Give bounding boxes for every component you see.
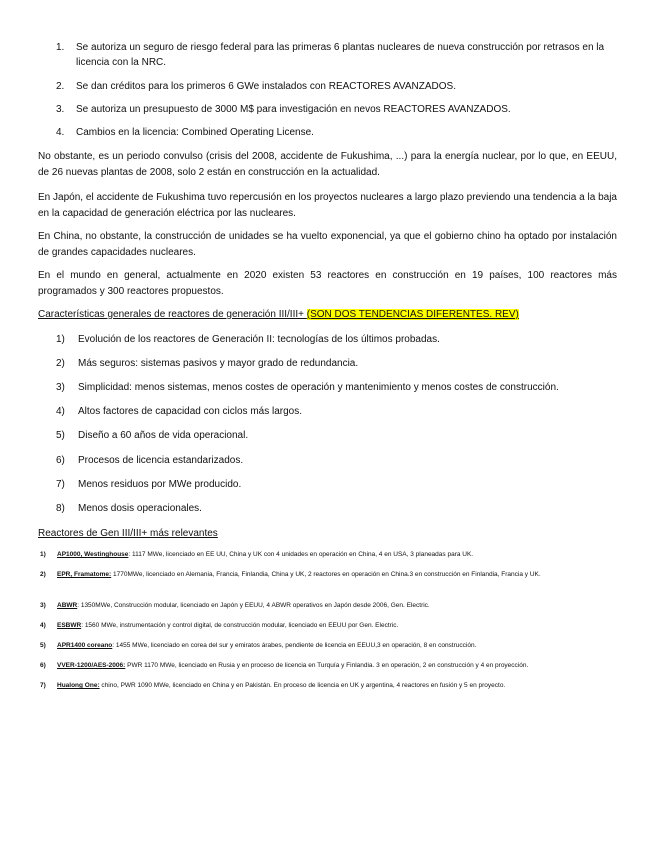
reactor-item-6: 6) VVER-1200/AES-2006: PWR 1170 MWe, licenciado en Rusia y en proceso de licencia en Turquía y Finlandia. 3 en operación, 2 en construcción y 4 en proyección. <box>40 662 529 669</box>
reactor-item-7: 7) Hualong One: chino, PWR 1090 MWe, licenciado en China y en Pakistán. En proceso de licencia en UK y argentina, 4 reactores en fusión y 5 en proyecto. <box>40 682 506 689</box>
characteristic-item-5: 5) Diseño a 60 años de vida operacional. <box>56 430 249 441</box>
reactor-item-4: 4) ESBWR: 1560 MWe, instrumentación y control digital, de construcción modular, licenciado en EEUU por Gen. Electric. <box>40 622 399 629</box>
paragraph-usa: No obstante, es un periodo convulso (crisis del 2008, accidente de Fukushima, ...) para la energía nuclear, por lo que, en EEUU, de 26 nuevas plantas de 2008, solo 2 están en construcción en la actualidad. <box>38 151 617 178</box>
paragraph-world: En el mundo en general, actualmente en 2020 existen 53 reactores en construcción en 19 países, 100 reactores más programados y 300 reactores propuestos. <box>38 270 617 297</box>
characteristic-item-3: 3) Simplicidad: menos sistemas, menos costes de operación y mantenimiento y menos costes de construcción. <box>56 382 559 393</box>
paragraph-japan: En Japón, el accidente de Fukushima tuvo repercusión en los proyectos nucleares a largo plazo previendo una tendencia a la baja en la capacidad de generación eléctrica por las nucleares. <box>38 192 617 219</box>
characteristic-item-7: 7) Menos residuos por MWe producido. <box>56 479 242 490</box>
reactor-name: Hualong One: <box>57 682 100 689</box>
characteristic-item-8: 8) Menos dosis operacionales. <box>56 503 202 514</box>
reactor-name: ESBWR <box>57 622 82 629</box>
reactor-name: EPR, Framatome: <box>57 571 112 578</box>
characteristic-item-1: 1) Evolución de los reactores de Generación II: tecnologías de los últimos probadas. <box>56 334 440 345</box>
reactor-item-3: 3) ABWR: 1350MWe, Construcción modular, licenciado en Japón y EEUU, 4 ABWR operativos en Japón desde 2006, Gen. Electric. <box>40 602 430 609</box>
section-heading-reactors: Reactores de Gen III/III+ más relevantes <box>38 528 218 539</box>
heading-text: Características generales de reactores de generación III/III+ <box>38 309 307 320</box>
reactor-item-5: 5) APR1400 coreano: 1455 MWe, licenciado en corea del sur y emiratos árabes, pendiente de licencia en EEUU,3 en operación, 8 en construcción. <box>40 642 477 649</box>
list1-item-3: 3. Se autoriza un presupuesto de 3000 M$ para investigación en nevos REACTORES AVANZADOS. <box>56 104 511 115</box>
characteristic-item-4: 4) Altos factores de capacidad con ciclos más largos. <box>56 406 302 417</box>
reactor-item-2: 2) EPR, Framatome: 1770MWe, licenciado en Alemania, Francia, Finlandia, China y UK, 2 reactores en operación en China.3 en construcción en Finlandia, Francia y UK. <box>40 571 541 578</box>
reactor-name: VVER-1200/AES-2006: <box>57 662 126 669</box>
characteristic-item-2: 2) Más seguros: sistemas pasivos y mayor grado de redundancia. <box>56 358 359 369</box>
reactor-item-1: 1) AP1000, Westinghouse: 1117 MWe, licenciado en EE UU, China y UK con 4 unidades en operación en China, 4 en USA, 3 planeadas para UK. <box>40 551 474 558</box>
list1-item-4: 4. Cambios en la licencia: Combined Operating License. <box>56 127 314 138</box>
section-heading-characteristics <box>38 308 519 322</box>
list1-item-1: 1. Se autoriza un seguro de riesgo federal para las primeras 6 plantas nucleares de nueva construcción por retrasos en la licencia con la NRC. <box>56 42 605 68</box>
list1-item-2: 2. Se dan créditos para los primeros 6 GWe instalados con REACTORES AVANZADOS. <box>56 81 456 92</box>
reactor-name: AP1000, Westinghouse <box>57 551 129 558</box>
reactor-name: APR1400 coreano <box>57 642 113 649</box>
reactor-name: ABWR <box>57 602 78 609</box>
heading-highlight-note: (SON DOS TENDENCIAS DIFERENTES. REV) <box>306 309 519 320</box>
characteristic-item-6: 6) Procesos de licencia estandarizados. <box>56 455 244 466</box>
paragraph-china: En China, no obstante, la construcción de unidades se ha vuelto exponencial, ya que el gobierno chino ha optado por instalación de grandes capacidades nucleares. <box>38 231 617 258</box>
